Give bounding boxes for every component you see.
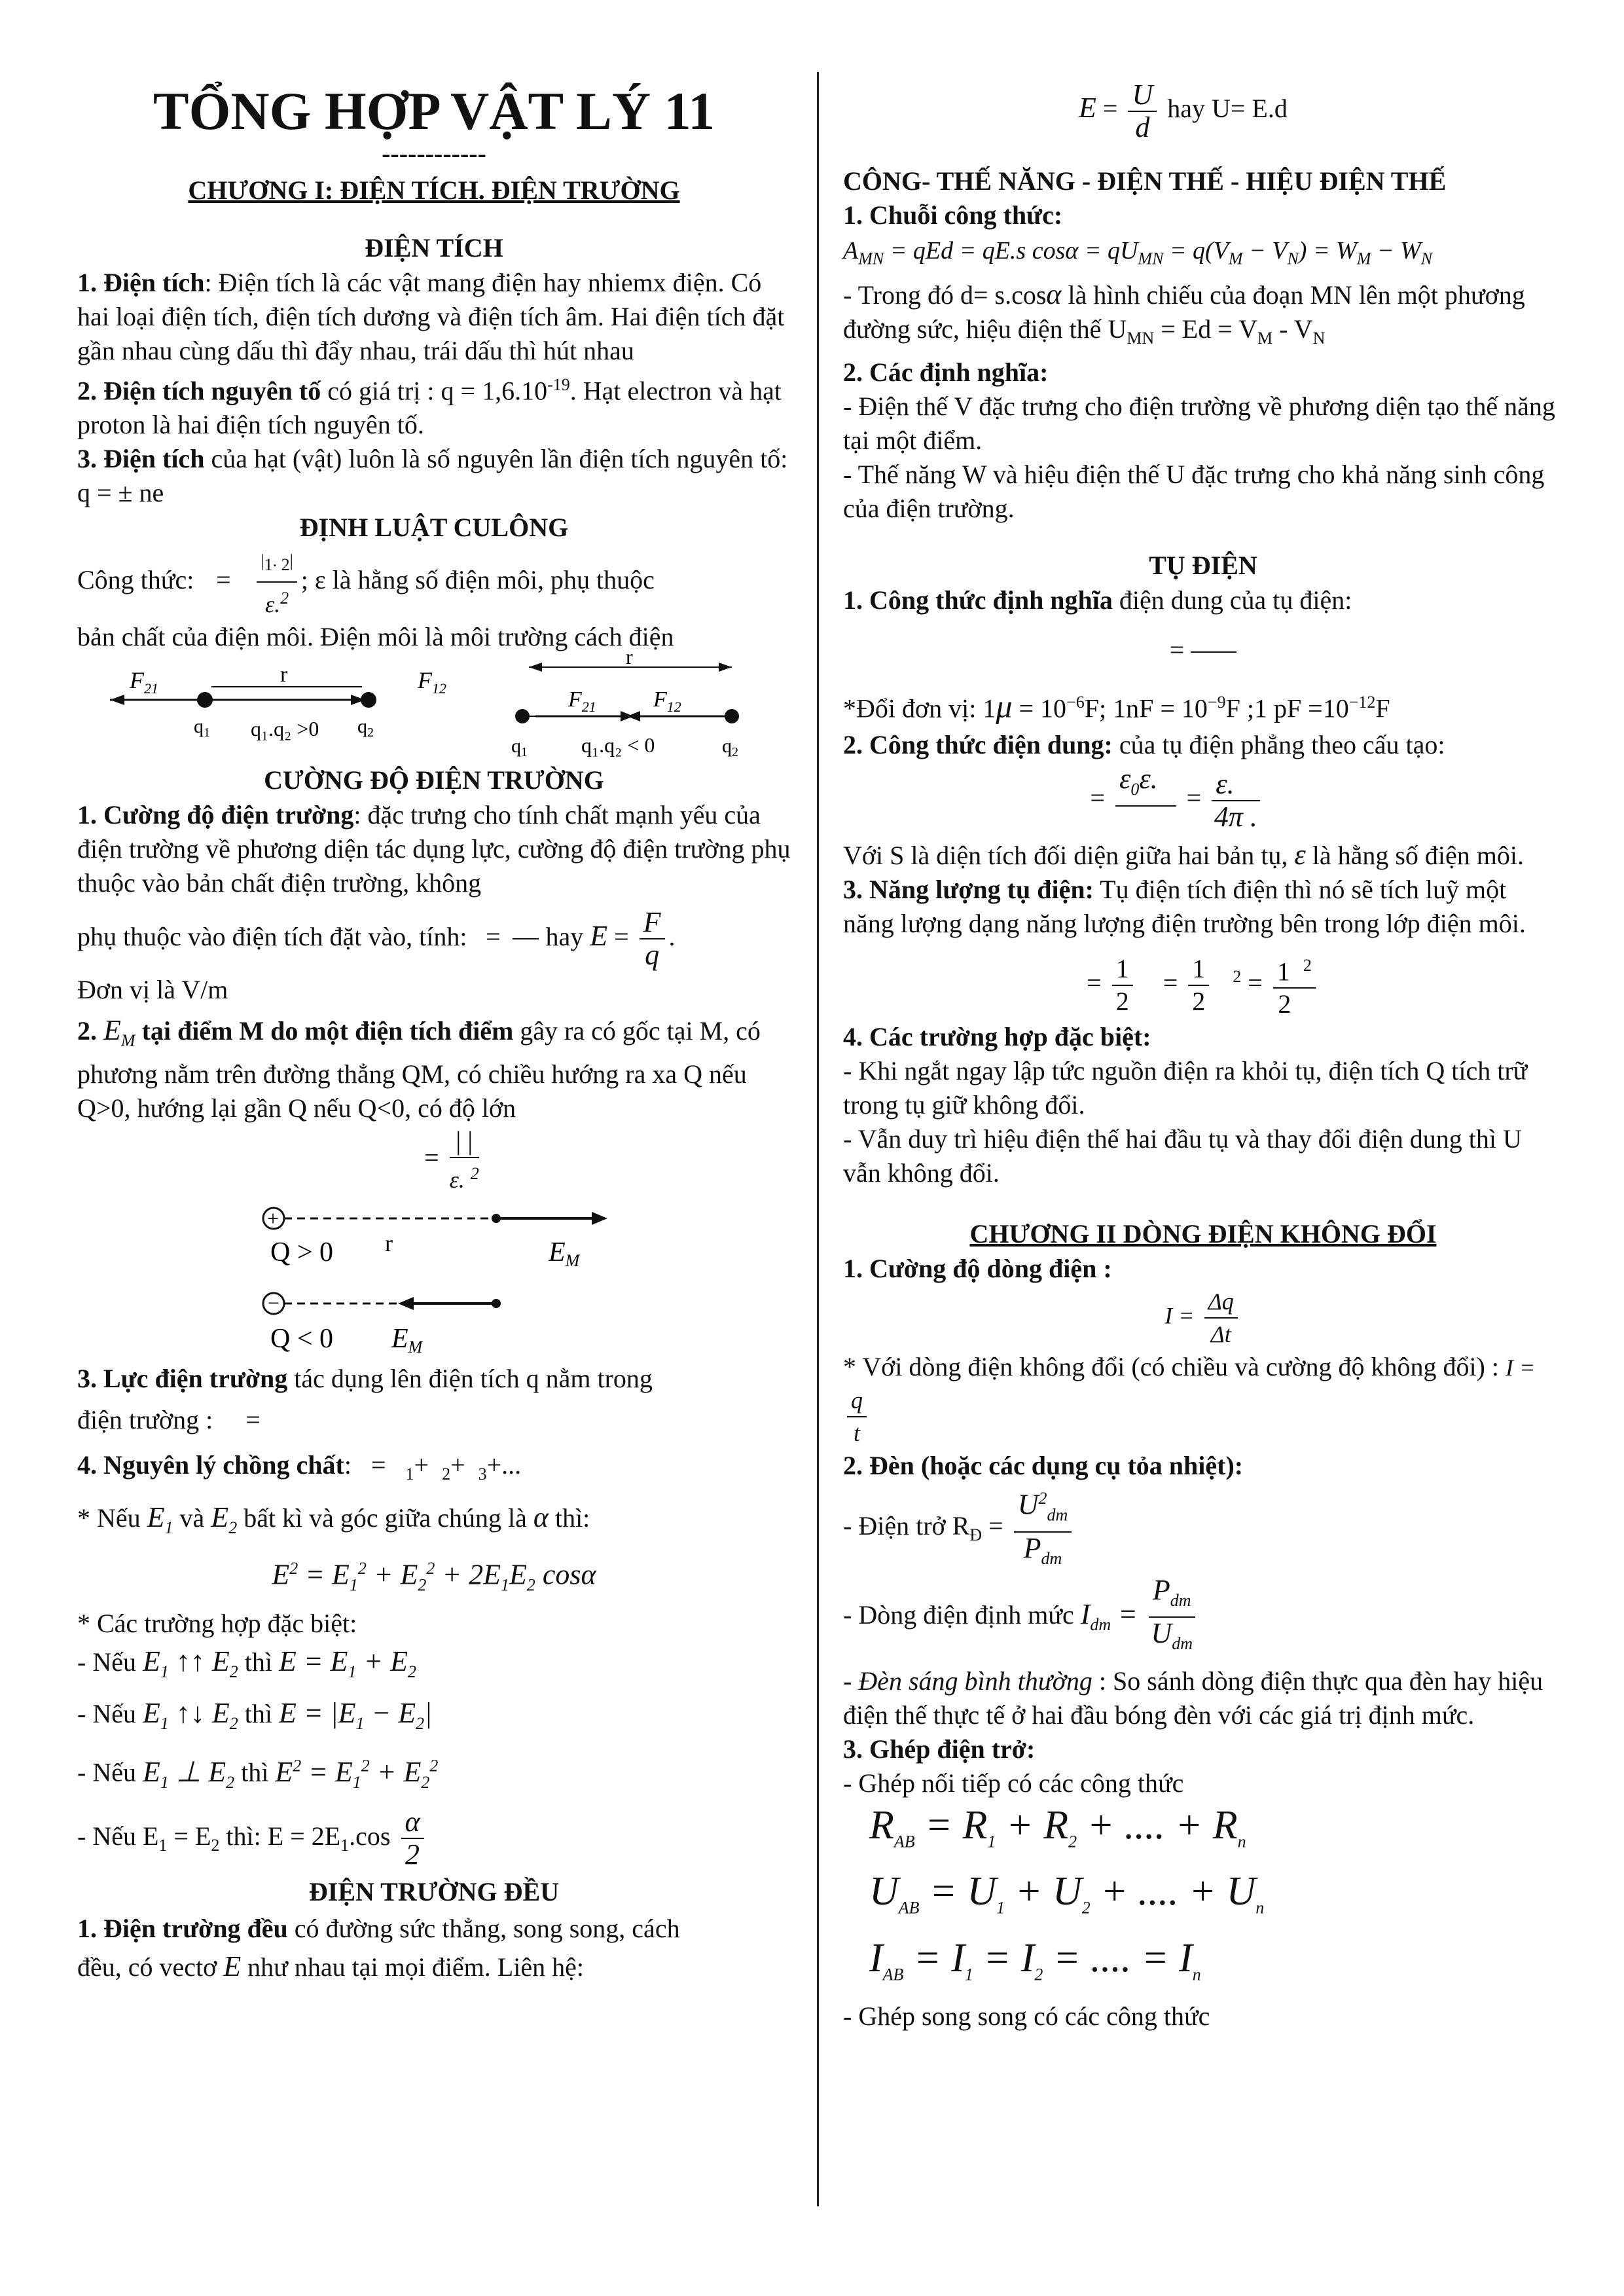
text: = E [167, 1821, 211, 1851]
f21-label: $F_{21}$ [130, 666, 158, 697]
dinh-nghia-b: - Thế năng W và hiệu điện thế U đặc trưng cho khả năng sinh công của điện trường. [843, 459, 1545, 523]
text: - Nếu [77, 1699, 136, 1729]
exponent: −9 [1207, 692, 1226, 712]
text: : Điện tích là các vật mang điện hay nhiemx điện. Có hai loại điện tích, điện tích dương và điện tích âm. Hai điện tích đặt gần nhau cùng dấu thì đẩy nhau, trái dấu thì hút nhau [77, 268, 785, 365]
em-label: EM [549, 1237, 580, 1271]
text: là hình chiếu của đoạn MN lên một phương đường sức, hiệu điện thế U [843, 280, 1525, 344]
tu-dien-4-b: - Vẫn duy trì hiệu điện thế hai đầu tụ và thay đổi điện dung thì U vẫn không đổi. [843, 1124, 1522, 1188]
constant-current-text: * Với dòng điện không đổi (có chiều và cường độ không đổi) : I = $\frac{q}{t}$ [843, 1350, 1563, 1449]
coulomb-force-diagram [77, 654, 791, 772]
chapter-2-heading: CHƯƠNG II DÒNG ĐIỆN KHÔNG ĐỔI [969, 1219, 1437, 1249]
alpha-symbol: α [1046, 278, 1062, 310]
em-formula [77, 1125, 791, 1195]
case-parallel: - Nếu $E_1$ ↑↑ $E_2$ thì $E = E_1 + E_2$ [77, 1645, 417, 1681]
text: gây ra có gốc tại M, có phương nằm trên đường thẳng QM, có chiều hướng ra xa Q nếu Q>0, hướng lại gần Q nếu Q<0, có độ lớn [77, 1015, 761, 1123]
hay: hay [545, 921, 584, 951]
f12-label: $F_{12}$ [418, 666, 446, 697]
fraction: $\frac{q}{t}$ [847, 1385, 867, 1449]
text: . Hạt electron và hạt proton là hai điện tích nguyên tố. [77, 376, 782, 440]
opposite-sign-pair [511, 654, 739, 759]
tu-dien-heading: TỤ ĐIỆN [1149, 550, 1257, 580]
work-chain-formula: $A_{MN}$ = qEd = qE.s $\cos\alpha = qU_{MN} = q(V_M - V_N) = W_M - W_N$ [843, 237, 1433, 268]
cddt-heading: CƯỜNG ĐỘ ĐIỆN TRƯỜNG [264, 765, 604, 795]
unit-conversion [843, 683, 1563, 728]
tu-dien-3 [843, 873, 1563, 941]
field-direction-diagram [77, 1195, 791, 1359]
text: : đặc trưng cho tính chất mạnh yếu của điện trường về phương diện tác dụng lực, cường độ điện trường phụ thuộc vào bản chất điện trường, không [77, 799, 791, 898]
fraction: $\varepsilon_0\varepsilon$. [1115, 763, 1176, 838]
text: F [1375, 693, 1390, 723]
label: 4. Nguyên lý chồng chất [77, 1450, 344, 1480]
tu-dien-4-a: - Khi ngắt ngay lập tức nguồn điện ra khỏi tụ, điện tích Q tích trữ trong tụ giữ không đổi. [843, 1056, 1528, 1120]
text: đều, có vectơ [77, 1952, 217, 1982]
charge-q2 [725, 709, 739, 723]
paragraph-nguyen-lan [77, 442, 791, 510]
em-symbol: $E_M$ [103, 1013, 135, 1050]
equals-sign: = [486, 921, 501, 951]
arrow-left [110, 695, 124, 705]
text: có đường sức thẳng, song song, cách [287, 1913, 680, 1943]
cddt-formula-line: phụ thuộc vào điện tích đặt vào, tính: = hay E = $\frac{F}{q}$ . [77, 900, 791, 973]
text: của hạt (vật) luôn là số nguyên lần điện tích nguyên tố: q = ± ne [77, 444, 788, 508]
equals-sign: = [424, 1143, 446, 1173]
text: = 10 [1012, 693, 1067, 723]
q-negative-label: Q < 0 [270, 1324, 334, 1355]
text: - Điện trở R [843, 1511, 970, 1541]
text: và [179, 1503, 205, 1533]
dinh-nghia-a: - Điện thế V đặc trưng cho điện trường về phương diện tạo thế năng tại một điểm. [843, 391, 1555, 455]
f21-label: $F_{21}$ [568, 687, 596, 715]
paragraph-d-projection: - Trong đó d= s.cosα là hình chiếu của đoạn MN lên một phương đường sức, hiệu điện thế $U_{MN} = Ed = V_M - V_N$ [843, 278, 1525, 348]
cuong-do-dong-dien-label: 1. Cường độ dòng điện : [843, 1254, 1112, 1284]
text: = [982, 1511, 1003, 1541]
charge-q2 [361, 692, 376, 708]
point-m [492, 1299, 501, 1308]
text: bất kì và góc giữa chúng là [244, 1503, 527, 1533]
chapter-1-heading: CHƯƠNG I: ĐIỆN TÍCH. ĐIỆN TRƯỜNG [188, 175, 680, 205]
e-symbol: E [223, 1950, 242, 1982]
text: *Đổi đơn vị: 1 [843, 693, 996, 723]
den-resistance [843, 1483, 1563, 1575]
text: Với S là diện tích đối diện giữa hai bản tụ, [843, 840, 1288, 870]
label: 1. Cường độ điện trường [77, 799, 354, 829]
coulomb-fraction: $\frac{|_1. _2|}{\varepsilon.^2}$ [257, 545, 297, 619]
fraction-bar [513, 938, 539, 939]
special-cases-label: * Các trường hợp đặc biệt: [77, 1608, 357, 1638]
f12-label: $F_{12}$ [653, 687, 681, 715]
epsilon-symbol: ε [1294, 838, 1306, 871]
den-current: - Dòng điện định mức $I_{dm}$ = $\frac{P_{dm}}{U_{dm}}$ [843, 1575, 1563, 1664]
text: Tụ điện tích điện thì nó sẽ tích luỹ một năng lượng dạng năng lượng điện trường bên trong lớp điện môi. [843, 874, 1526, 938]
fraction: $\frac{\Delta q}{\Delta t}$ [1204, 1286, 1238, 1350]
exponent: −12 [1348, 692, 1376, 712]
text: tác dụng lên điện tích q nằm trong [287, 1364, 653, 1394]
den-normal [843, 1664, 1563, 1732]
text: thì [244, 1699, 272, 1729]
fraction: $\frac{1}{2}$ [1112, 953, 1133, 1017]
q1-label: $q_1$ [194, 715, 210, 740]
text: thì [244, 1647, 272, 1677]
paragraph-cddt [77, 798, 791, 900]
minus-sign: − [268, 1291, 280, 1315]
culong-heading: ĐỊNH LUẬT CULÔNG [299, 513, 569, 543]
fraction: $\frac{U^2_{dm}}{P_{dm}}$ [1014, 1483, 1072, 1574]
tu-dien-2 [843, 728, 1563, 762]
text: như nhau tại mọi điểm. Liên hệ: [247, 1952, 584, 1982]
den-label: 2. Đèn (hoặc các dụng cụ tỏa nhiệt): [843, 1451, 1244, 1481]
e2-symbol: $E_2$ [211, 1501, 238, 1538]
arrow-right [592, 1212, 607, 1225]
text: là hằng số điện môi. [1305, 840, 1524, 870]
fraction: $\frac{1 ^2}{2}$ [1273, 950, 1316, 1020]
series-voltage: $U_{AB} = U_1 + U_2$ + .... + $U_n$ [869, 1869, 1265, 1918]
text: - Nếu [77, 1757, 136, 1787]
fraction: $\frac{\varepsilon.}{4\pi .}$ [1212, 769, 1259, 833]
text: = Ed = V [1154, 314, 1257, 344]
text: của tụ điện phẳng theo cấu tạo: [1112, 729, 1445, 759]
capacitance-definition: = [843, 617, 1563, 683]
series-current: $I_{AB} = I_1 = I_2$ = .... = $I_n$ [869, 1935, 1201, 1984]
q1-label: $q_1$ [511, 735, 528, 759]
text: * Với dòng điện không đổi (có chiều và cường độ không đổi) : [843, 1352, 1499, 1382]
case-equal: - Nếu $E_1 = E_2$ thì: $E = 2E_1.\cos$ $\frac{\alpha}{2}$ [77, 1804, 791, 1878]
paragraph-dien-tich [77, 266, 791, 368]
text: thì [241, 1757, 269, 1787]
text: phụ thuộc vào điện tích đặt vào, tính: [77, 921, 467, 951]
coulomb-line-2: bản chất của điện môi. Điện môi là môi trường cách điện [77, 621, 674, 651]
q2-label: $q_2$ [722, 735, 738, 759]
ghep-dien-tro-label: 3. Ghép điện trở: [843, 1734, 1036, 1764]
text: thì: [554, 1503, 590, 1533]
label: 3. Điện tích [77, 444, 205, 474]
paragraph-em [77, 1013, 791, 1126]
label: 2. [77, 1015, 97, 1046]
colon: : [344, 1450, 352, 1480]
alpha-symbol: α [533, 1501, 549, 1534]
em-label: EM [391, 1324, 423, 1357]
label: 1. Điện trường đều [77, 1913, 288, 1943]
arrow-left [529, 663, 542, 672]
paragraph-deu-2 [77, 1948, 791, 1986]
voi-s [843, 838, 1563, 873]
neu-line [77, 1498, 791, 1548]
e1-symbol: $E_1$ [147, 1501, 173, 1538]
current-formula: I = $\frac{\Delta q}{\Delta t}$ [843, 1286, 1563, 1350]
text: .cos [349, 1821, 391, 1851]
text: - Đèn sáng bình thường [843, 1666, 1092, 1696]
e-symbol: E [590, 919, 608, 952]
coulomb-formula-line [77, 545, 791, 619]
text: F; 1nF = 10 [1084, 693, 1208, 723]
dien-truong-deu-heading: ĐIỆN TRƯỜNG ĐỀU [308, 1876, 560, 1906]
fraction: $\frac{\alpha}{2}$ [401, 1806, 424, 1870]
text: A [843, 237, 859, 264]
tu-dien-1 [843, 583, 1563, 617]
fraction-bar [1191, 651, 1236, 653]
same-sign-pair [110, 663, 446, 740]
text: - Nếu [77, 1647, 136, 1677]
fraction: $\frac{P_{dm}}{U_{dm}}$ [1149, 1575, 1195, 1660]
song-song-label: - Ghép song song có các công thức [843, 2001, 1210, 2032]
text: - Dòng điện định mức [843, 1600, 1074, 1630]
tu-dien-4-label: 4. Các trường hợp đặc biệt: [843, 1022, 1151, 1052]
don-vi: Đơn vị là V/m [77, 974, 228, 1004]
label: 3. Năng lượng tụ điện: [843, 874, 1094, 904]
q2-label: $q_2$ [357, 715, 374, 740]
label: 1. Công thức định nghĩa [843, 585, 1113, 615]
label: Công thức: [77, 565, 194, 595]
energy-formula: = $\frac{1}{2}$ = $\frac{1}{2}$ $^2$ = $\frac{1 ^2}{2}$ [843, 941, 1563, 1021]
text: F ;1 pF =10 [1225, 693, 1349, 723]
e-equals-f-over-q: $\frac{F}{q}$ [640, 907, 665, 971]
charge-q1 [197, 692, 213, 708]
label: tại điểm M do một điện tích điểm [141, 1015, 514, 1046]
fraction: $\frac{1}{2}$ [1188, 953, 1209, 1017]
text: - V [1272, 314, 1313, 344]
e-u-d-formula: E = $\frac{U}{d}$ hay U= E.d [1079, 78, 1288, 143]
distance-r: r [385, 1230, 393, 1257]
exponent: -19 [547, 375, 570, 394]
plus-sign: + [267, 1207, 280, 1231]
negative-charge-field [263, 1291, 501, 1357]
arrow-left [627, 711, 640, 721]
label: 2. Điện tích nguyên tố [77, 376, 321, 406]
q-positive-label: Q > 0 [270, 1237, 334, 1268]
text: - Trong đó d= s.cos [843, 280, 1047, 310]
text: : So sánh dòng điện thực qua đèn hay hiệu điện thế thực tế ở hai đầu bóng đèn với các giá trị định mức. [843, 1666, 1543, 1730]
left-column [77, 79, 791, 1986]
text: có giá trị : q = 1,6.10 [321, 376, 548, 406]
text: điện dung của tụ điện: [1112, 585, 1352, 615]
condition-positive: q₁.q₂ >0 [251, 716, 319, 740]
subscript: Đ [969, 1525, 983, 1545]
paragraph-luc-dien [77, 1359, 791, 1398]
distance-r: r [626, 653, 633, 668]
column-divider [817, 72, 819, 2206]
case-antiparallel: - Nếu $E_1$ ↑↓ $E_2$ thì $E = |E_1 - E_2|$ [77, 1697, 433, 1734]
paragraph-deu [77, 1910, 791, 1948]
text: - Nếu E [77, 1821, 159, 1851]
the-nang-heading: CÔNG- THẾ NĂNG - ĐIỆN THẾ - HIỆU ĐIỆN THẾ [843, 166, 1447, 196]
fraction: $\frac{| |}{\varepsilon. ^2}$ [449, 1126, 479, 1194]
series-resistance: $R_{AB} = R_1 + R_2$ + .... + $R_n$ [869, 1802, 1246, 1851]
luc-dien-line-2: điện trường : = [77, 1405, 261, 1435]
superposition-formula: $E^2 = E_1^2 + E_2^2 + 2E_1E_2$ cosα [272, 1558, 596, 1595]
text: hay U= E.d [1167, 94, 1288, 123]
label: 3. Lực điện trường [77, 1364, 288, 1394]
page-title: TỔNG HỢP VẬT LÝ 11 [153, 81, 715, 141]
dinh-nghia-label: 2. Các định nghĩa: [843, 357, 1049, 387]
title-dashes: ------------ [382, 139, 486, 168]
chong-chat-line: 4. Nguyên lý chồng chất: = $_1$+ $_2$+ $_3$+... [77, 1450, 522, 1484]
fraction: $\frac{U}{d}$ [1128, 79, 1157, 143]
text: ; ε là hằng số điện môi, phụ thuộc [300, 565, 655, 595]
dien-tich-heading: ĐIỆN TÍCH [365, 233, 503, 263]
distance-r: r [280, 662, 288, 687]
arrow-right [719, 663, 732, 672]
exponent: −6 [1066, 692, 1085, 712]
paragraph-nguyen-to [77, 368, 791, 442]
positive-charge-field [263, 1207, 607, 1270]
right-column [843, 72, 1563, 2033]
case-perpendicular: - Nếu $E_1$ ⊥ $E_2$ thì $E^2 = E_1^2 + E_2^2$ [77, 1755, 439, 1792]
text: thì: E = 2E [219, 1821, 341, 1851]
label: 2. Công thức điện dung: [843, 729, 1113, 759]
label: 1. Điện tích [77, 268, 205, 297]
condition-negative: q₁.q₂ < 0 [581, 733, 655, 757]
e-symbol: E [1079, 92, 1096, 124]
plate-capacitor-formula: = $\varepsilon_0\varepsilon$. = $\frac{\varepsilon.}{4\pi .}$ [843, 762, 1563, 838]
text: điện trường : [77, 1405, 213, 1435]
chuoi-cong-thuc-label: 1. Chuỗi công thức: [843, 200, 1063, 230]
text: * Nếu [77, 1503, 141, 1533]
noi-tiep-label: - Ghép nối tiếp có các công thức [843, 1768, 1184, 1798]
mu-symbol: μ [996, 687, 1013, 724]
equals-sign: = [216, 565, 231, 595]
charge-q1 [515, 709, 530, 723]
